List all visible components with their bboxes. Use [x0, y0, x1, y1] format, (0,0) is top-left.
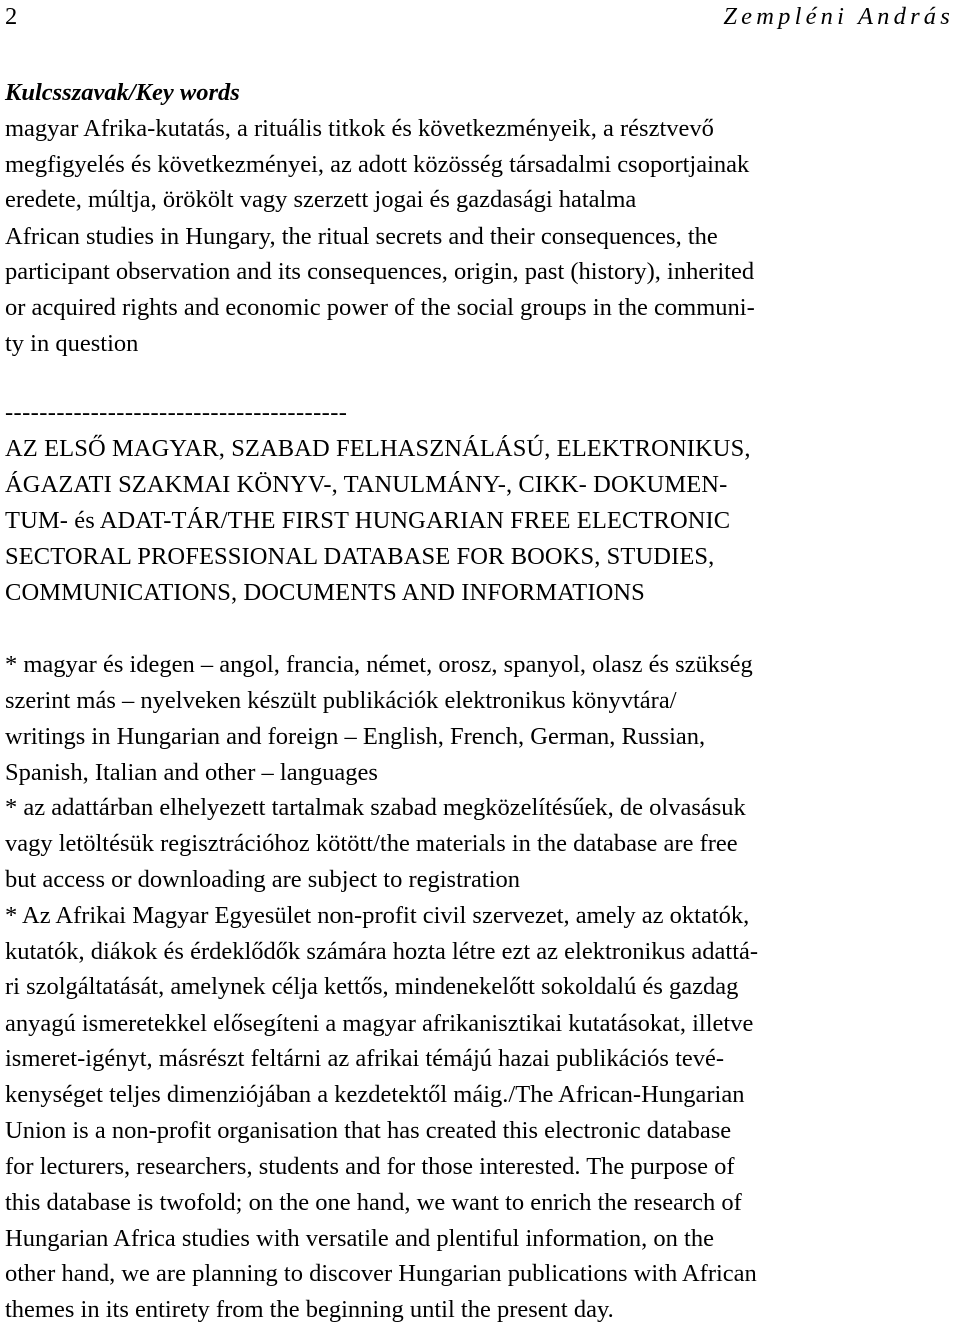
keywords-line: magyar Afrika-kutatás, a rituális titkok és következményeik, a résztvevő [5, 115, 714, 142]
body-line: kutatók, diákok és érdeklődők számára hozta létre ezt az elektronikus adattá- [5, 938, 759, 965]
keywords-line: participant observation and its consequences, origin, past (history), inherited [5, 258, 755, 285]
body-line: ri szolgáltatását, amelynek célja kettős, mindenekelőtt sokoldalú és gazdag [5, 973, 739, 1000]
page-number: 2 [5, 3, 18, 30]
body-line: Spanish, Italian and other – languages [5, 759, 378, 786]
keywords-line: ty in question [5, 330, 139, 357]
body-line: * magyar és idegen – angol, francia, német, orosz, spanyol, olasz és szükség [5, 651, 753, 678]
keywords-line: eredete, múltja, örökölt vagy szerzett jogai és gazdasági hatalma [5, 186, 637, 213]
body-line: * Az Afrikai Magyar Egyesület non-profit civil szervezet, amely az oktatók, [5, 902, 750, 929]
body-line: ismeret-igényt, másrészt feltárni az afrikai témájú hazai publikációs tevé- [5, 1045, 725, 1072]
body-line: Hungarian Africa studies with versatile and plentiful information, on the [5, 1225, 714, 1252]
body-line: writings in Hungarian and foreign – English, French, German, Russian, [5, 723, 706, 750]
body-line: kenységet teljes dimenziójában a kezdetektől máig./The African-Hungarian [5, 1081, 745, 1108]
body-line: other hand, we are planning to discover Hungarian publications with African [5, 1260, 757, 1287]
body-line: but access or downloading are subject to registration [5, 866, 521, 893]
keywords-line: megfigyelés és következményei, az adott közösség társadalmi csoportjainak [5, 151, 750, 178]
database-title-line: COMMUNICATIONS, DOCUMENTS AND INFORMATIONS [5, 579, 645, 606]
running-header-author: Zempléni András [723, 3, 954, 30]
body-line: themes in its entirety from the beginning until the present day. [5, 1296, 614, 1323]
keywords-title: Kulcsszavak/Key words [5, 79, 240, 106]
keywords-line: African studies in Hungary, the ritual secrets and their consequences, the [5, 223, 718, 250]
body-line: szerint más – nyelveken készült publikációk elektronikus könyvtára/ [5, 687, 677, 714]
body-line: vagy letöltésük regisztrációhoz kötött/the materials in the database are free [5, 830, 738, 857]
database-title-line: ÁGAZATI SZAKMAI KÖNYV-, TANULMÁNY-, CIKK- DOKUMEN- [5, 471, 728, 498]
body-line: for lecturers, researchers, students and for those interested. The purpose of [5, 1153, 735, 1180]
body-line: anyagú ismeretekkel elősegíteni a magyar afrikanisztikai kutatásokat, illetve [5, 1010, 754, 1037]
body-line: this database is twofold; on the one hand, we want to enrich the research of [5, 1189, 742, 1216]
body-line: Union is a non-profit organisation that has created this electronic database [5, 1117, 732, 1144]
separator-line: ---------------------------------------- [5, 399, 348, 426]
database-title-line: SECTORAL PROFESSIONAL DATABASE FOR BOOKS, STUDIES, [5, 543, 715, 570]
body-line: * az adattárban elhelyezett tartalmak szabad megközelítésűek, de olvasásuk [5, 794, 746, 821]
keywords-line: or acquired rights and economic power of the social groups in the communi- [5, 294, 755, 321]
database-title-line: TUM- és ADAT-TÁR/THE FIRST HUNGARIAN FREE ELECTRONIC [5, 507, 731, 534]
database-title-line: AZ ELSŐ MAGYAR, SZABAD FELHASZNÁLÁSÚ, ELEKTRONIKUS, [5, 435, 751, 462]
